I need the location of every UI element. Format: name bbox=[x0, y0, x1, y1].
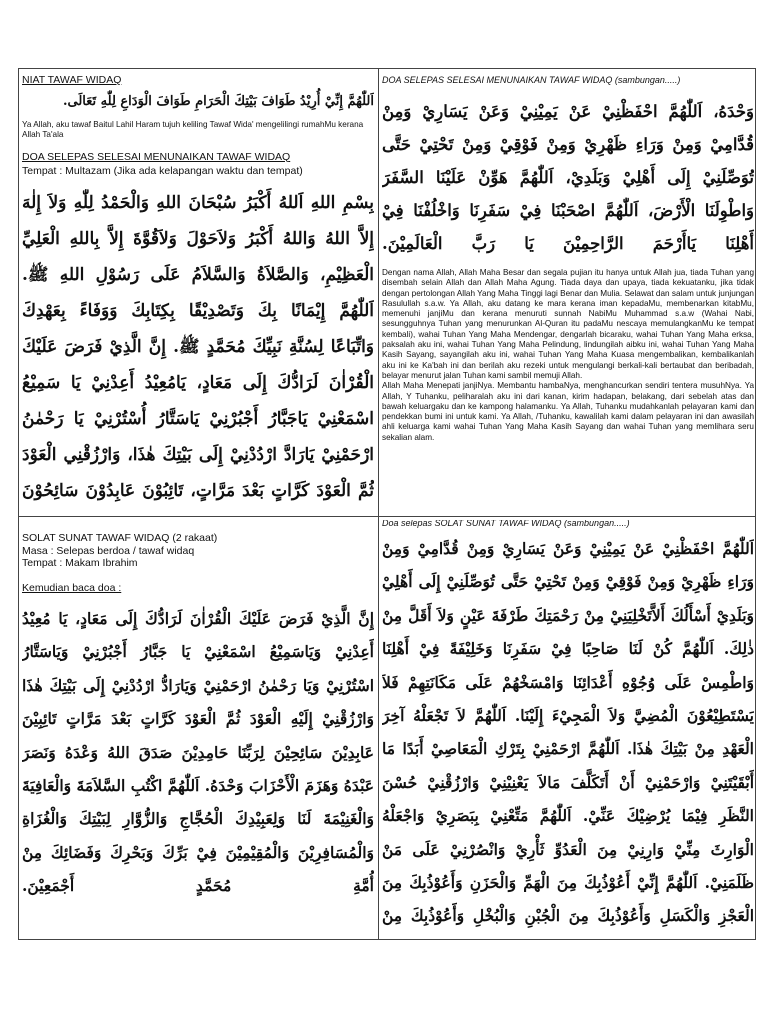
niat-and-doa-cell bbox=[22, 72, 374, 512]
doa-sambungan-arabic: وَحْدَهُ، اَللّٰهُمَّ احْفَظْنِيْ عَنْ يَمِيْنِيْ وَعَنْ يَسَارِيْ وَمِنْ قُدَّامِيْ وَمِنْ وَرَاءِ ظَهْرِيْ وَمِنْ فَوْقِيْ وَمِنْ تَحْتِيْ حَتَّى تُوَصِّلَنِيْ إِلَى أَهْلِيْ وَبَلَدِيْ، اَللّٰهُمَّ هَوِّنْ عَلَيْنَا السَّفَرَ وَاطْوِلَنَا الْأَرْضَ، اَللّٰهُمَّ اصْحَبْنَا فِيْ سَفَرِنَا وَاخْلُفْنَا فِيْ أَهْلِنَا يَاأَرْحَمَ الرَّاحِمِيْنَ يَا رَبَّ الْعَالَمِيْنَ. bbox=[382, 102, 754, 253]
doa-selepas-solat-arabic: اَللّٰهُمَّ احْفَظْنِيْ عَنْ يَمِيْنِيْ وَعَنْ يَسَارِيْ وَمِنْ قُدَّامِيْ وَمِنْ وَرَاءِ ظَهْرِيْ وَمِنْ فَوْقِيْ وَمِنْ تَحْتِيْ حَتَّى تُوَصِّلَنِيْ إِلَى أَهْلِيْ وَبَلَدِيْ أَسْأَلُكَ أَلاَّتَخْلِيَنِيْ مِنْ رَحْمَتِكَ طَرْفَةَ عَيْنٍ وَلاَ أَقَلَّ مِنْ ذٰلِكَ. اَللّٰهُمَّ كُنْ لَنَا صَاحِبًا فِيْ سَفَرِنَا وَخَلِيْفَةً فِيْ أَهْلِنَا وَاطْمِسْ عَلَى وُجُوْهِ أَعْدَائِنَا وَامْسَخْهُمْ عَلَى مَكَانَتِهِمْ فَلاَ يَسْتَطِيْعُوْنَ الْمُضِيَّ وَلاَ الْمَجِيْءَ إِلَيْنَا. اَللّٰهُمَّ لاَ تَجْعَلْهُ آخِرَ الْعَهْدِ مِنْ بَيْتِكَ هٰذَا. اَللّٰهُمَّ ارْحَمْنِيْ بِتَرْكِ الْمَعَاصِيْ أَبَدًا مَا أَبْقَيْتَنِيْ وَارْحَمْنِيْ أَنْ أَتَكَلَّفَ مَالاَ يَعْنِيْنِيْ وَارْزُقْنِيْ حُسْنَ النَّظَرِ فِيْمَا يُرْضِيْكَ عَنِّيْ. اَللّٰهُمَّ مَتِّعْنِيْ بِبَصَرِيْ وَاجْعَلْهُ الْوَارِثَ مِنِّيْ وَارِنِيْ مِنَ الْعَدُوِّ ثَأْرِيْ وَانْصُرْنِيْ عَلَى مَنْ ظَلَمَنِيْ. اَللّٰهُمَّ إِنِّيْ أَعُوْذُبِكَ مِنَ الْهَمِّ وَالْحَزَنِ وَأَعُوْذُبِكَ مِنَ الْعَجْزِ وَالْكَسَلِ وَأَعُوْذُبِكَ مِنَ الْجُبْنِ وَالْبُخْلِ وَأَعُوْذُبِكَ مِنْ bbox=[382, 539, 754, 926]
niat-arabic: اَللّٰهُمَّ إِنِّيْ أُرِيْدُ طَوَافَ بَيْتِكَ الْحَرَامِ طَوَافَ الْوَدَاعِ لِلّٰهِ تَعَالَى. bbox=[62, 94, 374, 109]
solat-title: SOLAT SUNAT TAWAF WIDAQ (2 rakaat) bbox=[22, 532, 218, 544]
doa-title: DOA SELEPAS SELESAI MENUNAIKAN TAWAF WIDAQ bbox=[22, 150, 291, 163]
niat-translation: Ya Allah, aku tawaf Baitul Lahil Haram tujuh keliling Tawaf Wida' mengelilingi rumahMu kerana Allah Ta'ala bbox=[22, 120, 364, 140]
doa-arabic: بِسْمِ اللهِ اَللهُ أَكْبَرُ سُبْحَانَ اللهِ وَالْحَمْدُ لِلّٰهِ وَلاَ إِلٰهَ إِلاَّ اللهُ وَاللهُ أَكْبَرُ وَلاَحَوْلَ وَلاَقُوَّةَ إِلاَّ بِاللهِ الْعَلِيِّ الْعَظِيْمِ، وَالصَّلاَةُ وَالسَّلاَمُ عَلَى رَسُوْلِ اللهِ ﷺ. اَللّٰهُمَّ إِيْمَانًا بِكَ وَتَصْدِيْقًا بِكِتَابِكَ وَوَفَاءً بِعَهْدِكَ وَاتِّبَاعًا لِسُنَّةِ نَبِيِّكَ مُحَمَّدٍ ﷺ. إِنَّ الَّذِيْ فَرَضَ عَلَيْكَ الْقُرْاٰنَ لَرَادُّكَ إِلَى مَعَادٍ، يَامُعِيْدُ أَعِدْنِيْ يَا سَمِيْعُ اسْمَعْنِيْ يَاجَبَّارُ أَجْبُرْنِيْ يَاسَتَّارُ أُسْتُرْنِيْ يَا رَحْمٰنُ ارْحَمْنِيْ يَارَادَّ ارْدُدْنِيْ إِلَى بَيْتِكَ هٰذَا، وَارْزُقْنِي الْعَوْدَ ثُمَّ الْعَوْدَ كَرَّاتٍ بَعْدَ مَرَّاتٍ، تَائِبُوْنَ عَابِدُوْنَ سَائِحُوْنَ bbox=[22, 193, 374, 502]
niat-title: NIAT TAWAF WIDAQ bbox=[22, 74, 122, 86]
solat-masa: Masa : Selepas berdoa / tawaf widaq bbox=[22, 544, 195, 557]
doa-selepas-solat-title: Doa selepas SOLAT SUNAT TAWAF WIDAQ (sambungan.....) bbox=[382, 520, 630, 528]
solat-arabic: إِنَّ الَّذِيْ فَرَضَ عَلَيْكَ الْقُرْاٰنَ لَرَادُّكَ إِلَى مَعَادٍ، يَا مُعِيْدُ أَعِدْنِيْ وَيَاسَمِيْعُ اسْمَعْنِيْ يَا جَبَّارُ أَجْبُرْنِيْ وَيَاسَتَّارُ اسْتُرْنِيْ وَيَا رَحْمٰنُ ارْحَمْنِيْ وَيَارَادُّ ارْدُدْنِيْ إِلَى بَيْتِكَ هٰذَا وَارْزُقْنِيْ إِلَيْهِ الْعَوْدَ ثُمَّ الْعَوْدَ كَرَّاتٍ بَعْدَ مَرَّاتٍ تَائِبِيْنَ عَابِدِيْنَ سَائِحِيْنَ لِرَبِّنَا حَامِدِيْنَ صَدَقَ اللهُ وَعْدَهُ وَنَصَرَ عَبْدَهُ وَهَزَمَ الْأَحْزَابَ وَحْدَهُ. اَللّٰهُمَّ اكْتُبِ السَّلاَمَةَ وَالْعَافِيَةَ وَالْغَنِيْمَةَ لَنَا وَلِعَبِيْدِكَ الْحُجَّاجِ وَالزُّوَّارِ لِبَيْتِكَ وَالْغُزَاةِ وَالْمُسَافِرِيْنَ وَالْمُقِيْمِيْنَ فِيْ بَرِّكَ وَبَحْرِكَ وَفَضَائِكَ مِنْ أُمَّةِ مُحَمَّدٍ أَجْمَعِيْنَ. bbox=[22, 609, 374, 896]
column-divider bbox=[378, 68, 379, 940]
doa-sambungan-translation-2: Allah Maha Menepati janjiNya. Membantu hambaNya, menghancurkan sendiri tentera musuhNya. Ya Allah, Y Tuhanku, peliharalah aku ini dari kanan, kirim hadapan, belakang, dari sebelah atas dan bawah keluargaku dan ke kampong halamanku. Ya Allah, Tuhanku mudahkanlah pelayaran kami dan pendekkan bumi ini untuk kami. Ya Allah, /Tuhanku, kawalilah kami dalam pelayaran ini dan awasilah ahli keluarga kami wahai Tuhan Yang Maha Kasih Sayang dan wahai Tuhan yang memlihara seru sekalian alam. bbox=[382, 381, 754, 442]
doa-sambungan-cell bbox=[382, 72, 754, 512]
doa-sambungan-translation: Dengan nama Allah, Allah Maha Besar dan segala pujian itu hanya untuk Allah jua, tiada Tuhan yang disembah selain Allah dan Allah Maha Agung. Tiada daya dan upaya, tiada kekuatanku, jika tidak dengan pertolongan Allah Yang Maha Tinggi lagi Benar dan Mulia. Selawat dan salam untuk junjungan Rasulullah s.a.w. Ya Allah, aku datang ke mara kerana iman kepadaMu, membenarkan kitabMu, memenuhi janjiMu dan kerana menuruti sunnah NabiMu Muhammad s.a.w (Wahai Nabi, sesungguhnya Tuhan yang menurunkan Al-Quran itu padaMu nescaya memulangkanMu ke tempat kembali), wahai Tuhan Yang Maha Mendengar, dengarlah bicaraku, wahai Tuhan Yang Maha erksa, paksalah aku ini, wahai Tuhan Yang Maha Pelindung, lindungilah aibku ini, wahai Tuhan Yang Maha Kasih Sayang, sayangilah aku ini, wahai Tuhan Yang Maha Kuasa mengembalikan, kembalikanlah aku ini ke Ka'bah ini dan berilah aku rezeki untuk mengulangi berkali-kali bertaubat dan beribadah, belayar menurut jalan Tuhan kami sambil memuji Allah. bbox=[382, 268, 754, 380]
solat-kemudian: Kemudian baca doa : bbox=[22, 581, 122, 594]
doa-selepas-solat-cell bbox=[382, 520, 754, 936]
solat-sunat-cell bbox=[22, 520, 374, 936]
row-divider bbox=[18, 516, 756, 517]
doa-sambungan-title: DOA SELEPAS SELESAI MENUNAIKAN TAWAF WIDAQ (sambungan.....) bbox=[382, 75, 681, 85]
solat-tempat: Tempat : Makam Ibrahim bbox=[22, 557, 138, 569]
doa-tempat: Tempat : Multazam (Jika ada kelapangan waktu dan tempat) bbox=[22, 164, 303, 177]
